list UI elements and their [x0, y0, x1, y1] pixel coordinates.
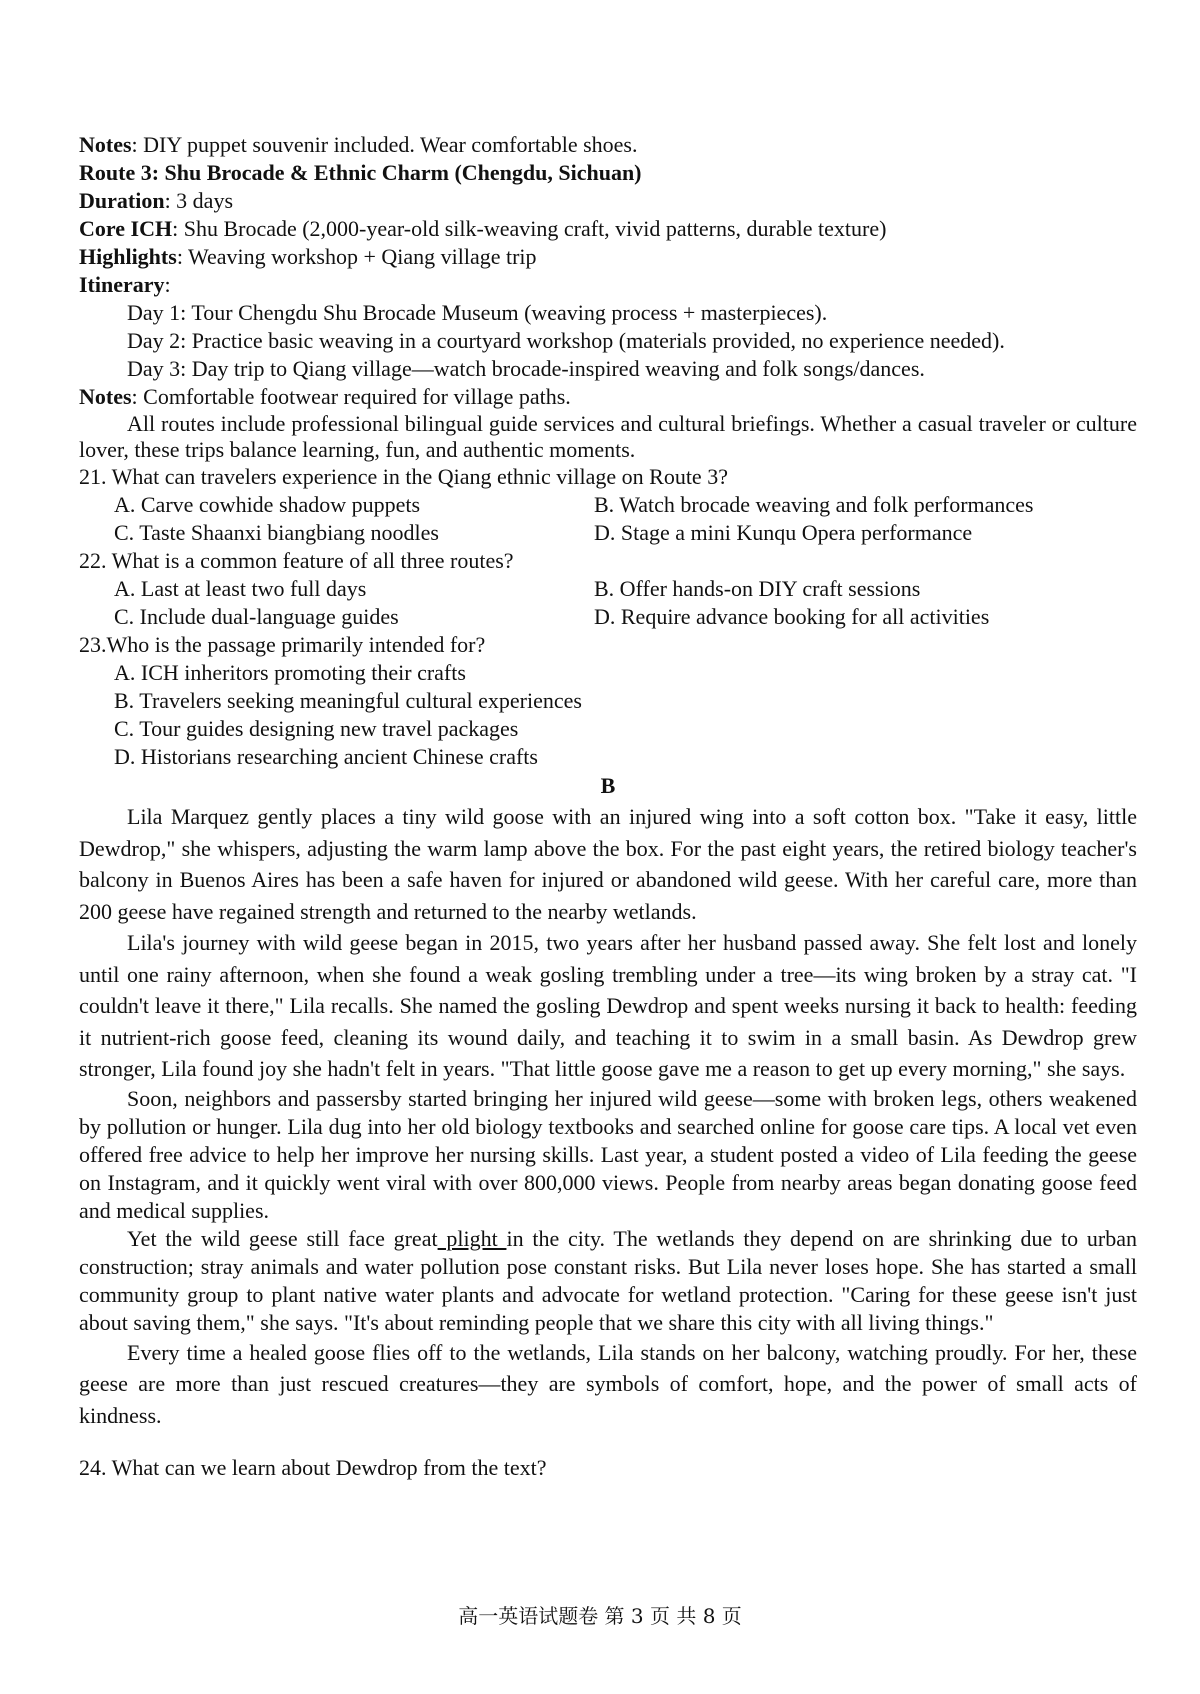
- itinerary-colon: :: [164, 272, 171, 297]
- notes-label: Notes: [79, 132, 132, 157]
- section-b-heading: B: [600, 773, 616, 798]
- story-paragraph-1: Lila Marquez gently places a tiny wild goose with an injured wing into a soft cotton box. "Take it easy, little Dewdrop," she whispers, adjusting the warm lamp above the box. For the past eight years, the retired biology teacher's balcony in Buenos Aires has been a safe haven for injured or abandoned wild geese. With her careful care, more than 200 geese have regained strength and returned to the nearby wetlands.: [79, 804, 1137, 924]
- route3-highlights: [79, 243, 1137, 271]
- q23-option-c[interactable]: C. Tour guides designing new travel packages: [114, 716, 519, 741]
- q23-option-d[interactable]: D. Historians researching ancient Chinese crafts: [114, 744, 538, 769]
- q21-option-b[interactable]: B. Watch brocade weaving and folk performances: [594, 492, 1034, 517]
- duration-label: Duration: [79, 188, 165, 213]
- question-21-stem: 21. What can travelers experience in the Qiang ethnic village on Route 3?: [79, 464, 728, 489]
- q21-option-a[interactable]: A. Carve cowhide shadow puppets: [114, 492, 421, 517]
- exam-page: [79, 131, 1137, 1483]
- story-paragraph-2: Lila's journey with wild geese began in 2015, two years after her husband passed away. She felt lost and lonely until one rainy afternoon, when she found a weak gosling trembling under a tree—its wing broken by a stray cat. "I couldn't leave it there," Lila recalls. She named the gosling Dewdrop and spent weeks nursing it back to health: feeding it nutrient-rich goose feed, cleaning its wound daily, and teaching it to swim in a small basin. As Dewdrop grew stronger, Lila found joy she hadn't felt in years. "That little goose gave me a reason to get up every morning," she says.: [79, 930, 1137, 1081]
- route3-duration: [79, 187, 1137, 215]
- question-22-stem: 22. What is a common feature of all three routes?: [79, 548, 514, 573]
- core-ich-text: : Shu Brocade (2,000-year-old silk-weaving craft, vivid patterns, durable texture): [172, 216, 887, 241]
- q21-option-c[interactable]: C. Taste Shaanxi biangbiang noodles: [114, 520, 439, 545]
- question-23-stem: 23.Who is the passage primarily intended for?: [79, 632, 486, 657]
- story-paragraph-3: Soon, neighbors and passersby started bringing her injured wild geese—some with broken legs, others weakened by pollution or hunger. Lila dug into her old biology textbooks and searched online for goose care tips. A local vet even offered free advice to help her improve her nursing skills. Last year, a student posted a video of Lila feeding the geese on Instagram, and it quickly went viral with over 800,000 views. People from nearby areas began donating goose feed and medical supplies.: [79, 1085, 1137, 1223]
- route3-notes-text: : Comfortable footwear required for village paths.: [131, 384, 571, 409]
- section-b-story: [79, 801, 1137, 1431]
- itinerary-day-1: Day 1: Tour Chengdu Shu Brocade Museum (weaving process + masterpieces).: [127, 300, 828, 325]
- highlights-text: : Weaving workshop + Qiang village trip: [176, 244, 537, 269]
- route3-title: Route 3: Shu Brocade & Ethnic Charm (Chengdu, Sichuan): [79, 160, 642, 185]
- closing-paragraph: All routes include professional bilingual guide services and cultural briefings. Whether a casual traveler or culture lover, these trips balance learning, fun, and authentic moments.: [79, 411, 1137, 462]
- q23-option-a[interactable]: A. ICH inheritors promoting their crafts: [114, 660, 466, 685]
- route3-notes-label: Notes: [79, 384, 132, 409]
- q23-option-b[interactable]: B. Travelers seeking meaningful cultural experiences: [114, 688, 582, 713]
- question-22-options-row-1: [79, 575, 1137, 603]
- route3-core-ich: [79, 215, 1137, 243]
- itinerary-day-2: Day 2: Practice basic weaving in a courtyard workshop (materials provided, no experience needed).: [127, 328, 1005, 353]
- plight-underlined-word: plight: [437, 1225, 507, 1251]
- question-22-options-row-2: [79, 603, 1137, 631]
- q22-option-c[interactable]: C. Include dual-language guides: [114, 604, 399, 629]
- p4-before: Yet the wild geese still face great: [127, 1225, 438, 1251]
- route3-itinerary-heading: [79, 271, 1137, 299]
- route3-notes: [79, 383, 1137, 411]
- route2-notes: [79, 131, 1137, 159]
- duration-text: : 3 days: [164, 188, 234, 213]
- itinerary-label: Itinerary: [79, 272, 165, 297]
- q22-option-b[interactable]: B. Offer hands-on DIY craft sessions: [594, 576, 921, 601]
- story-paragraph-5: Every time a healed goose flies off to the wetlands, Lila stands on her balcony, watching proudly. For her, these geese are more than just rescued creatures—they are symbols of comfort, hope, and the power of small acts of kindness.: [79, 1339, 1137, 1428]
- question-24-stem: 24. What can we learn about Dewdrop from the text?: [79, 1455, 547, 1480]
- itinerary-day-3: Day 3: Day trip to Qiang village—watch brocade-inspired weaving and folk songs/dances.: [127, 356, 925, 381]
- core-ich-label: Core ICH: [79, 216, 173, 241]
- q22-option-a[interactable]: A. Last at least two full days: [114, 576, 367, 601]
- notes-text: : DIY puppet souvenir included. Wear comfortable shoes.: [131, 132, 638, 157]
- highlights-label: Highlights: [79, 244, 177, 269]
- p4-after: in the city. The wetlands they depend on are shrinking due to urban construction; stray animals and water pollution pose constant risks. But Lila never loses hope. She has started a small community group to plant native water plants and advocate for wetland protection. "Caring for these geese isn't just about saving them," she says. "It's about reminding people that we share this city with all living things.": [79, 1225, 1137, 1335]
- q22-option-d[interactable]: D. Require advance booking for all activities: [594, 604, 990, 629]
- page-footer: 高一英语试题卷 第 3 页 共 8 页: [458, 1604, 742, 1628]
- question-21-options-row-2: [79, 519, 1137, 547]
- q21-option-d[interactable]: D. Stage a mini Kunqu Opera performance: [594, 520, 973, 545]
- question-21-options-row-1: [79, 491, 1137, 519]
- story-paragraph-4: [79, 1225, 1137, 1337]
